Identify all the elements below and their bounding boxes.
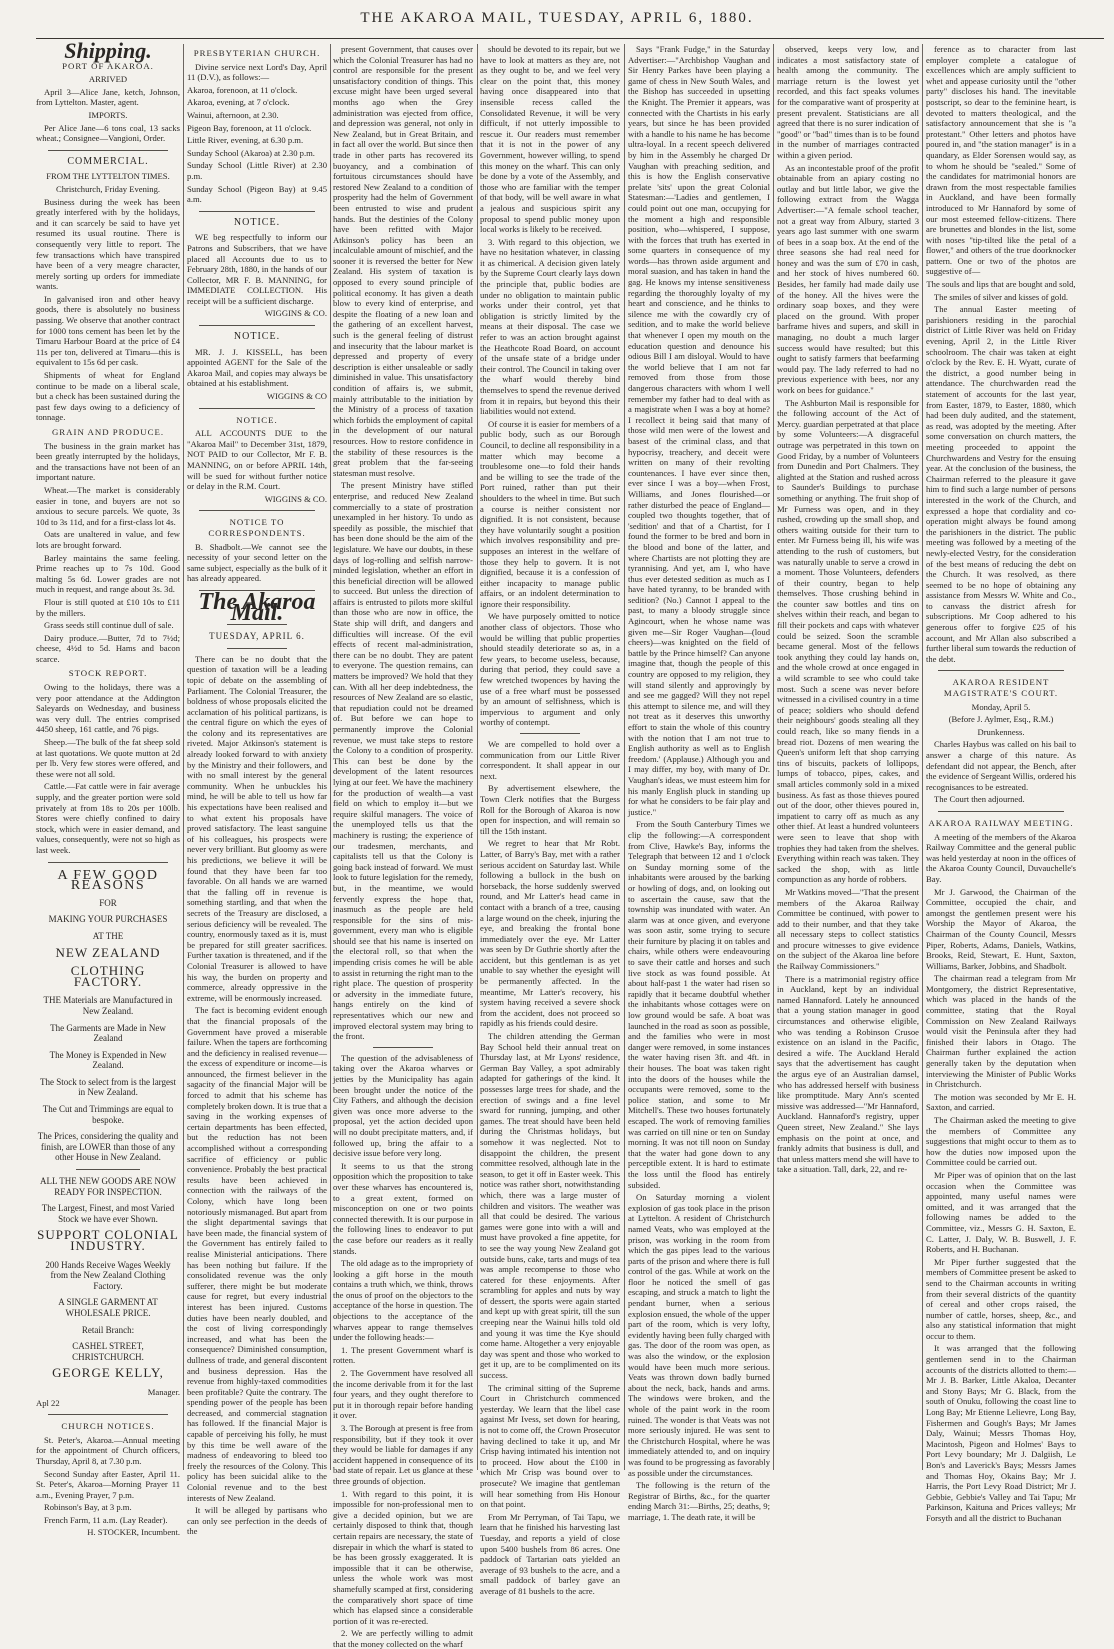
- church-text: St. Peter's, Akaroa.—Annual meeting for the appointment of Church officers, Thursday, April 8, at 7.30 p.m.: [36, 1434, 180, 1466]
- advert-factory: CLOTHING FACTORY.: [70, 963, 146, 989]
- leader-text: It will be alleged by partisans who can only see perfection in the deeds of the: [187, 1505, 327, 1537]
- column-rule: [477, 44, 478, 1470]
- advert-date: Apl 22: [36, 1397, 60, 1408]
- grain-text: Grass seeds still continue dull of sale.: [44, 620, 174, 631]
- court-subheading: Drunkenness.: [977, 726, 1025, 737]
- commercial-dateline: Christchurch, Friday Evening.: [55, 183, 161, 194]
- advert-reason: The Cut and Trimmings are equal to bespoke.: [42, 1104, 174, 1125]
- grain-text: Barley maintains the same feeling. Prime reaches up to 7s 10d. Good malting 5s 6d. Lower grades are not much in request, and range about 3s. 3d.: [36, 552, 180, 595]
- column-6: [777, 44, 919, 1470]
- divider: [938, 811, 1064, 812]
- divider: [48, 1414, 168, 1415]
- advert-reason: ALL THE NEW GOODS ARE NOW READY FOR INSPECTION.: [39, 1176, 177, 1197]
- commercial-source: FROM THE LYTTELTON TIMES.: [46, 171, 170, 182]
- grain-heading: GRAIN AND PRODUCE.: [51, 427, 165, 437]
- news-item: The Ashburton Mail is responsible for the following account of the Act of Mercy. guardian perpetrated at that place by some Volunteers:—A disgraceful outrage was perpetrated in this town on Good Friday, by a number of Volunteers from Dunedin and Port Chalmers. They alighted at the Station and rushed across to Saunder's Buildings to purchase something or anything. The fruit shop of Mr Furness was open, and in they rushed, crowding up the small shop, and others waiting outside for their turn to enter. Mr Furness being ill, his wife was attending to the rush of customers, but was naturally unable to serve a crowd in a moment. Those Volunteers, defenders of their country, began to help themselves. Those crushing behind in the counter saw bottles and tins on shelves within their reach, and began to fill their pockets and caps with whatever could be seized. Soon the scramble became general. Most of the fellows took anything they could lay hands on, and the whole crowd at once engaged in a wild scramble to see who could take most. Such a scene was never before witnessed in a civilised country in a time of peace; soldiers who should defend their neighbours' goods stealing all they could reach, like so many fiends in a bread riot. Dozens of men wearing the Queen's uniform left that shop carrying tins of biscuits, packets of lollipops, lumps of tobacco, pipes, cakes, and small articles commonly sold in a mixed business. As fast as those thieves poured out of the door, other thieves poured in, impatient to carry off as much as any other thief. At least a hundred volunteers were seen to leave that shop with trophies they had taken from the shelves. Everything within reach was taken. They sacked the shop, with as little compunction as any horde of robbers.: [777, 397, 919, 885]
- advert-line: FOR: [99, 897, 117, 908]
- notice-signature: WIGGINS & CO.: [264, 308, 327, 319]
- article-text: present Government, that causes over which the Colonial Treasurer has had no control are responsible for the present unsatisfactory condition of things. This excuse might have been urged several months ago when the Grey administration was ejected from office, and depression was general, not only in New Zealand, but in Great Britain, and in fact all over the world. But since then trade in other parts has recovered its buoyancy, and a combination of fortuitous circumstances should have restored New Zealand to a condition of prosperity had the helm of Government been entrusted to wise and prudent hands. But the destinies of the Colony have been refitted with Major Atkinson's policy has been an incalculable amount of mischief, and the sooner it is reversed the better for New Zealand. His system of taxation is opposed to every sound principle of political economy. It has given a death blow to every kind of enterprise, and despite the floating of a new loan and the gathering of an excellent harvest, such is the general feeling of distrust and insecurity that the labour market is depressed and property of every description is either unsaleable or sadly diminished in value. This unsatisfactory condition of affairs is, we submit, mainly attributable to the initiation by the Ministry of a process of taxation which forbids the employment of capital in the development of our natural resources. How to restore confidence in the stability of these resources is the great problem that the far-seeing statesman must resolve.: [333, 44, 473, 478]
- grain-text: Wheat.—The market is considerably easier in tone, and buyers are not so anxious to secure parcels. We quote, 3s 10d to 3s 11d, and for a first-class lot 4s.: [36, 484, 180, 527]
- advert-nz: NEW ZEALAND: [55, 944, 161, 960]
- presbyterian-line: Sunday School (Pigeon Bay) at 9.45 a.m.: [187, 183, 327, 205]
- divider: [199, 510, 315, 511]
- commercial-text: Business during the week has been greatly interfered with by the holidays, and it can scarcely be said to have yet resumed its usual routine. There is consequently very little to report. The few transactions which have transpired have been of a very meagre character, merely sorting up orders for immediate wants.: [36, 196, 180, 292]
- article-text: should be devoted to its repair, but we have to look at matters as they are, not as they ought to be, and we feel very clear on the point that, this money having once disappeared into that insensible recess called the Consolidated Revenue, it will be very difficult, if not utterly impossible to rescue it. Our readers must remember that it is not in the power of any Government, however willing, to spend this money on the wharf. This can only be done by a vote of the Assembly, and those who are familiar with the temper of that body, will be well aware in what a jealous and suspicious spirit any proposal to spend public money upon local works is likely to be received.: [480, 44, 620, 235]
- correspondents-text: B. Shadbolt.—We cannot see the necessity of your second letter on the same subject, especially as the bulk of it has already appeared.: [187, 541, 327, 584]
- article-text: 2. The Government have resolved all the income derivable from it for the last four years, and they ought therefore to put it in thorough repair before handing it over.: [333, 1368, 473, 1421]
- stock-text: Cattle.—Fat cattle were in fair average supply, and the greater portion were sold privately at from 18s to 20s per 100lb. Stores were chiefly confined to dairy stock, which were in easier demand, and values, consequently, were not so high as last week.: [36, 781, 180, 855]
- divider: [199, 408, 315, 409]
- news-item: As an incontestable proof of the profit obtainable from an apiary costing no outlay and but little labor, we give the following extract from the Wagga Advertiser:—"A female school teacher, not a great way from Albury, started 3 years ago last summer with one swarm of bees in a soap box. At the end of the three seasons she had real need for honey and was the sum of £70 in cash, and her stock of hives numbered 60. Besides, her family had made daily use of the honey. All the hives were the ordinary soap boxes, and they were placed on the ground. With proper barframe hives and supers, and skill in managing, no doubt a much larger success would have resulted; but this ought to satisfy farmers that beefarming would pay. The lady referred to had no previous experience with bees, nor any work on bees for guidance.": [777, 162, 919, 395]
- article-text: The present Ministry have stifled enterprise, and reduced New Zealand commercially to a state of prostration unexampled in her history. To undo as speedily as possible, the mischief that has been done should be the aim of the legislature. We have our doubts, in these days of log-rolling and selfish narrow-minded legislation, whether an effort in this beneficial direction will be allowed to succeed. But unless the direction of affairs is entrusted to pilots more skilful than those who are now in office, the State ship will drift, and dangers and difficulties will increase. Of the evil effects of recent mal-administration, there can be no doubt. They are patent to everyone. The question remains, can matters be improved? We hold that they can. With all her deep indebtedness, the resources of New Zealand are so elastic, that repudiation could not be dreamed of. But before we can hope to permanently improve the Colonial revenue, we must take steps to restore the Colony to a condition of prosperity. This can best be done by the development of the latent resources lying at our feet. We have the machinery for the production of wealth—a vast field on which to employ it—but we require skilful managers. The voice of the unemployed tells us that the machinery is rusting; the experience of our tradesmen, merchants, and capitalists tell us that the Colony is going back instead of forward. We must look to future legislation for the remedy, but, in the meantime, we would fervently express the hope that, inasmuch as the people are held responsible for the sins of mis-government, every man who is eligible should see that his name is inserted on the electoral roll, so that when the impending crisis comes he will be able to assist in returning the right man to the right place. The question of prosperity or adversity in the immediate future, hangs entirely on the kind of representatives which our new and improved electoral system may bring to the front.: [333, 480, 473, 1042]
- news-item: On Saturday morning a violent explosion of gas took place in the prison at Lyttelton. A resident of Christchurch named Veats, who was employed at the prison, was working in the room from which the gas pipes lead to the various parts of the prison and where there is full control of the gas. While at work on the floor he noticed the smell of gas escaping, and struck a match to light the pendant burner, when a serious explosion ensued, the whole of the upper part of the room, which is very lofty, evidently having been fully charged with gas. The door of the room was open, as was also the window, or the explosion would have been much more serious. Veats was thrown down badly burned about the neck, back, hands and arms. The windows were broken, and the whole of the paint work in the room ruined. The wonder is that Veats was not more seriously injured. He was sent to the Christchurch Hospital, where he was immediately attended to, and on inquiry was found to be progressing as favorably as possible under the circumstances.: [628, 1192, 770, 1478]
- imports-heading: IMPORTS.: [88, 109, 128, 120]
- column-rule: [922, 44, 923, 1470]
- advert-reason: The Money is Expended in New Zealand.: [49, 1049, 167, 1071]
- presbyterian-line: Little River, evening, at 6.30 p.m.: [187, 135, 304, 146]
- column-5: [628, 44, 770, 1522]
- court-date: Monday, April 5.: [971, 701, 1031, 712]
- news-item: From the South Canterbury Times we clip the following:—A correspondent from Clive, Hawke's Bay, informs the Telegraph that between 12 and 1 o'clock on Sunday morning some of the inhabitants were aroused by the barking or howling of dogs, and, on looking out to ascertain the cause, saw that the township was inundated with water. An alarm was at once given, and everyone was soon astir, some trying to secure their furniture by placing it on tables and chairs, while others were endeavouring to save their cattle and horses and such live stock as was found possible. At about half-past 1 the water had risen so rapidly that it became doubtful whether the inhabitants whose cottages were on low ground would be safe. A boat was launched in the road as soon as possible, and the families who were in most danger were removed, in some instances the water having risen 3ft. and 4ft. in their houses. The boat was taken right into the doors of the houses while the occupants were removed, some to the police station, and some to Mr Mitchell's. These two houses fortunately escaped. The work of removing families was carried on till nine or ten on Sunday morning. It was not till noon on Sunday that the water had gone down to any perceptible extent. It is hard to estimate the loss until the flood has entirely subsided.: [628, 819, 770, 1190]
- railway-text: Mr Piper was of opinion that on the last occasion when the Committee was appointed, many useful names were omitted, and it was arranged that the following names be added to the Committee, viz., Messrs G. H. Saxton, E. C. Latter, J. Daly, W. B. Buswell, J. F. Roberts, and H. Buchanan.: [926, 1169, 1076, 1255]
- advert-reason: The Prices, considering the quality and finish, are LOWER than those of any other House in New Zealand.: [37, 1131, 179, 1163]
- news-item: Says "Frank Fudge," in the Saturday Advertiser:—"Archbishop Vaughan and Sir Henry Parkes have been playing a game of chess in New South Wales, and the Bishop has succeeded in upsetting the Knight. The Premier it appears, was connected with the Chartists in his early years, but since he has been provided with a handle to his name he has become ultra-loyal. In a recent speech delivered by him in the Assembly he charged Dr Vaughan with preaching sedition, and this is how the English conservative prelate 'sits' upon the great Colonial Statesman:—'Ladies and gentlemen, I could point out one man, occupying for the moment a high and responsible position, who—whispered, I suppose, with the forces that truth has exerted in some quarters in consequence of my words—has thrown aside argument and moral suasion, and has taken in hand the gag. He knows my intense sensitiveness regarding the thoroughly loyalty of my heart and conscience, and he thinks to silence me with the cowardly cry of sedition, and to make the world believe that whenever I open my mouth on the education question and denounce his odious Bill I am disloyal. Would to have the world believe that I am not far removed from those from those dangerous characters with whom I well remember my father had to deal with as a magistrate when I was a boy at home? I recollect it being said that many of those wild men were of the lowest and basest of the criminal class, and that hypocrisy, treachery, and deceit were written on many of their revolting countenances. I have ever since then, ever since I was a boy—when Frost, Williams, and Jones flourished—or rather disturbed the peace of England—coupled two thoughts together, that of 'sedition' and that of a Chartist, for I found the former to be bred and born in the blood and bone of the latter, and where Chartists are not plotting they are tyrannising. And yet, am I, who have thus ever detested sedition as much as I have hated tyranny, to be branded with sedition? (No.) Cannot I appeal to the past, to many a bloody struggle since Agincourt, when he whose name was given me—Sir Roger Vaughan—(loud cheers)—was knighted on the field of battle by the Prince himself? Can anyone imagine that, though the people of this country are opposed to my religion, they will stand silently and approvingly by and see me gagged? Will they not repel this attempt to silence me, and will they not treat as it deserves this unworthy effort to stain the whole of this country with the notion that I am not true to English authority as well as to English freedom.' (Applause.) Although you and I may differ, my boy, with many of Dr. Vaughan's ideas, we must esteem him for his manly English pluck in standing up for what he considers to be fair play and justice.": [628, 44, 770, 817]
- advert-reason: THE Materials are Manufactured in New Zealand.: [43, 995, 173, 1016]
- commercial-text: In galvanised iron and other heavy goods, there is absolutely no business passing. We observe that another contract for 1000 tons cement has been let by the Timaru Harbour Board at the price of £4 11s per ton, delivered at Timaru—this is equivalent to 15s 6d per cask.: [36, 293, 180, 368]
- railway-text: Mr J. Garwood, the Chairman of the Committee, occupied the chair, and amongst the gentlemen present were his Worship the Mayor of Akaroa, the Chairman of the County Council, Messrs Piper, Roberts, Adams, Daniels, Watkins, Brooks, Reid, Stewart, E. Hunt, Saxton, Williams, Barker, Jobbins, and Shadbolt.: [926, 886, 1076, 971]
- notice-heading: NOTICE.: [236, 414, 278, 425]
- advert-title: A FEW GOOD REASONS: [57, 867, 159, 894]
- news-item: From Mr Perryman, of Tai Tapu, we learn that he finished his harvesting last Tuesday, and reports a yield of close upon 5400 bushels from 86 acres. One paddock of Tartarian oats yielded an average of 93 bushels to the acre, and a small paddock of barley gave an average of 81 bushels to the acre.: [480, 1511, 620, 1596]
- advert-street: CASHEL STREET, CHRISTCHURCH.: [72, 1341, 144, 1362]
- court-text: The Court then adjourned.: [934, 794, 1025, 805]
- notice-signature: WIGGINS & CO: [266, 391, 327, 402]
- divider: [199, 211, 315, 212]
- verse-line: The smiles of silver and kisses of gold.: [933, 291, 1069, 302]
- leader-text: The fact is becoming evident enough that the financial proposals of the Government have proved a miserable failure. When the tapers are forthcoming and the deficiency in realised revenue—the excess of expenditure or income—is announced, the firmest believer in the sagacity of the financial Major will be forced to admit that his scheme has completely broken down. It is true that a saving in the working expenses of certain departments has been effected, but the reduction has not been accomplished without a corresponding sacrifice of efficiency or public convenience. Probably the best practical results have been achieved in connection with the railways of the Colony, which have long been notoriously mismanaged. But apart from the slight departmental savings that have been made, the financial system of the Government has entirely failed to realise Ministerial anticipations. There has been nothing but failure. If the consolidated revenue was the only sufferer, there might be but moderate cause for regret, but every industrial interest has been injured. Customs duties have been nearly doubled, and the cost of living correspondingly increased, and what has been the consequence? Diminished consumption, dullness of trade, and general discontent and business depression. Has the revenue from highly-taxed commodities been profitable? Quite the contrary. The spending power of the people has been decreased, and commercial stagnation has followed. If the financial Major is capable of perceiving his folly, he must by this time be well aware of the madness of endeavoring to bleed too freely the resources of the Colony. This policy has been suicidal alike to the Colonial revenue and to the best interests of New Zealand.: [187, 1005, 327, 1503]
- article-text: 3. With regard to this objection, we have no hesitation whatever, in classing it as chimerical. A decision given lately by the Supreme Court clearly lays down the principle that, public bodies are under no obligation to maintain public works under their control, yet that obligation is strictly limited by the means at their disposal. The case we refer to was an action brought against the Heathcote Road Board, on account of the unsafe state of a bridge under their control. The Council in taking over the wharf would thereby bind themselves to spend the revenue derived from it in repairs, but beyond this their liabilities would not extend.: [480, 236, 620, 417]
- presbyterian-line: Akaroa, evening, at 7 o'clock.: [187, 97, 290, 108]
- church-text: Robinson's Bay, at 3 p.m.: [44, 1502, 132, 1513]
- advert-line: MAKING YOUR PURCHASES: [48, 914, 168, 925]
- grain-text: The business in the grain market has been greatly interrupted by the holidays, and the transactions have not been of an important nature.: [36, 440, 180, 483]
- notice-text: MR. J. J. KISSELL, has been appointed AGENT for the Sale of the Akaroa Mail, and copies may always be obtained at his establishment.: [187, 346, 327, 389]
- presbyterian-line: Wainui, afternoon, at 2.30.: [187, 109, 279, 120]
- divider: [373, 1047, 433, 1048]
- notice-heading: NOTICE.: [233, 331, 281, 343]
- issue-date: TUESDAY, APRIL 6.: [209, 631, 305, 642]
- shipping-heading: Shipping.: [64, 38, 152, 63]
- column-1: [36, 38, 180, 1538]
- arrived-text: April 3—Alice Jane, ketch, Johnson, from Lyttelton. Master, agent.: [36, 86, 180, 108]
- article-text: 1. With regard to this point, it is impossible for non-professional men to give a decided opinion, but we are certainly disposed to think that, though certain repairs are necessary, the state of disrepair in which the wharf is stated to be has been grossly exaggerated. It is impossible that it can be otherwise, unless the whole work was most shamefully scamped at first, considering the comparatively short space of time which has elapsed since a considerable portion of it was re-erected.: [333, 1488, 473, 1626]
- news-item: We regret to hear that Mr Robt. Latter, of Barry's Bay, met with a rather serious accident on Saturday last. While following a bullock in the bush on horseback, the horse suddenly swerved round, and Mr Latter's head came in contact with a branch of a tree, causing a large wound on the cheek, injuring the eye, and breaking the frontal bone immediately over the eye. Mr Latter was seen by Dr Guthrie shortly after the accident, but this gentleman is as yet unable to say whether the eyesight will be permanently affected. In the meantime, Mr Latter's recovery, his system having received a severe shock from the accident, does not proceed so rapidly as his friends could desire.: [480, 838, 620, 1029]
- notice-text: WE beg respectfully to inform our Patrons and Subscribers, that we have placed all Accounts due to us to February 28th, 1880, in the hands of our Collector, MR F. B. MANNING, for IMMEDIATE COLLECTION. His receipt will be a sufficient discharge.: [187, 232, 327, 306]
- notice-signature: WIGGINS & CO.: [264, 493, 327, 504]
- commercial-heading: COMMERCIAL.: [67, 155, 149, 167]
- divider: [48, 150, 168, 151]
- article-text: 1. The present Government wharf is rotten.: [333, 1344, 473, 1366]
- advert-manager: Manager.: [147, 1386, 180, 1397]
- presbyterian-line: Sunday School (Little River) at 2.30 p.m.: [187, 160, 327, 181]
- imports-text: Per Alice Jane—6 tons coal, 13 sacks wheat.; Consignee—Vangioni, Order.: [36, 122, 180, 144]
- article-text: 3. The Borough at present is free from responsibility, but if they took it over they would be liable for damages if any accident happened in consequence of its bad state of repair. Let us glance at these three grounds of objection.: [333, 1423, 473, 1486]
- advert-support: SUPPORT COLONIAL INDUSTRY.: [37, 1227, 179, 1253]
- stock-heading: STOCK REPORT.: [68, 668, 148, 679]
- column-2: [187, 44, 327, 1537]
- notice-heading: NOTICE.: [233, 216, 281, 228]
- railway-text: Mr Piper further suggested that the members of Committee present be asked to send to the Chairman accounts in writing from their several districts of the quantity of cereal and other crops raised, the number of cattle, horses, sheep, &c., and also any statistical information that might occur to them.: [926, 1256, 1076, 1341]
- presbyterian-text: Divine service next Lord's Day, April 11 (D.V.), as follows:—: [187, 61, 327, 83]
- advert-reason: The Stock to select from is the largest in New Zealand.: [39, 1076, 177, 1098]
- railway-text: The motion was seconded by Mr E. H. Saxton, and carried.: [926, 1091, 1076, 1113]
- news-item: Mr Watkins moved—"That the present members of the Akaroa Railway Committee be continued, with power to add to their number, and that they take all necessary steps to collect statistics and procure witnesses to give evidence on the subject of the Akaroa line before the Railway Commissioners.": [777, 886, 919, 972]
- grain-text: Oats are unaltered in value, and few lots are brought forward.: [36, 529, 180, 550]
- article-text: The old adage as to the impropriety of looking a gift horse in the mouth contains a truth which, we think, throws the onus of proof on the objectors to the acceptance of the horse in question. The objections to the acceptance of the wharves appear to range themselves under the following heads:—: [333, 1258, 473, 1343]
- news-item: The following is the return of the Registrar of Births, &c., for the quarter ending March 31:—Births, 25; deaths, 9; marriage, 1. The death rate, it will be: [628, 1480, 770, 1522]
- news-item: observed, keeps very low, and indicates a most satisfactory state of health among the community. The marriage return is the lowest yet recorded, and this fact speaks volumes for the comparative want of prosperity at present prevalent. Statisticians are all agreed that there is no surer indication of "good" or "bad" times than is to be found in the number of marriages contracted within a given period.: [777, 44, 919, 160]
- divider: [227, 648, 287, 649]
- news-item: ference as to character from last employer complete a catalogue of excellences which are amply sufficient to whet and appease curiosity until the "other party" discloses his hand. The inevitable postscript, so dear to the feminine heart, is devoted to matters theological, and the satisfactory announcement that she is "a protestant." Other letters and photos have poured in, and "the station manager" is in a quandary, as Elder Sorensen would say, as to whom he should be "sealed." Some of the candidates for matrimonial honors are drawn from the most respectable families in Auckland, and have been formally introduced to Mr Hannaford by some of our most esteemed fellow-citizens. There are brunettes and blondes in the list, some with noses "tip-tilted like the petal of a flower," and others of the true doorknocker pattern. One or two of the photos are suggestive of—: [926, 44, 1076, 277]
- article-text: 2. We are perfectly willing to admit that the money collected on the wharf: [333, 1628, 473, 1649]
- column-rule: [773, 44, 774, 1470]
- church-signature: H. STOCKER, Incumbent.: [87, 1527, 180, 1538]
- divider: [76, 1169, 140, 1170]
- advert-hands: 200 Hands Receive Wages Weekly from the New Zealand Clothing Factory.: [45, 1259, 171, 1291]
- masthead-rule: [36, 38, 1104, 39]
- divider: [520, 733, 580, 734]
- advert-single: A SINGLE GARMENT AT WHOLESALE PRICE.: [58, 1297, 158, 1318]
- column-4: [480, 44, 620, 1596]
- notice-text: ALL ACCOUNTS DUE to the "Akaroa Mail" to December 31st, 1879, NOT PAID to our Collector, Mr F. B. MANNING, on or before APRIL 14th, will be sued for without further notice or delay in the R.M. Court.: [187, 428, 327, 492]
- column-rule: [183, 44, 184, 1470]
- column-3: [333, 44, 473, 1649]
- column-rule: [624, 44, 625, 1470]
- article-text: Of course it is easier for members of a public body, such as our Borough Council, to decline all responsibility in a matter which may become a troublesome one—to fold their hands and be willing to see the trade of the Port ruined, rather than put their shoulders to the wheel in time. But such a course is neither consistent nor dignified. It is not consistent, because they have voluntarily sought a position which involves responsibility and pre-supposes an interest in the welfare of those they help to govern. It is not dignified, because it is a confession of either incapacity to manage public affairs, or an indolent determination to ignore their responsibility.: [480, 418, 620, 609]
- article-text: The question of the advisableness of taking over the Akaroa wharves or jetties by the Municipality has again been brought under the notice of the City Fathers, and although the decision given was once more adverse to the proposal, yet the action decided upon will no doubt precipitate matters, and, if followed up, bring the affair to a decisive issue before very long.: [333, 1052, 473, 1159]
- arrived-heading: ARRIVED: [88, 74, 128, 85]
- church-text: Second Sunday after Easter, April 11. St. Peter's, Akaroa—Morning Prayer 11 a.m., Evening Prayer, 7 p.m.: [36, 1468, 180, 1500]
- stock-text: Owing to the holidays, there was a very poor attendance at the Addington Saleyards on Wednesday, and business was very dull. The entries comprised 4450 sheep, 161 cattle, and 76 pigs.: [36, 682, 180, 735]
- court-bench: (Before J. Aylmer, Esq., R.M.): [948, 714, 1054, 725]
- advert-retail: Retail Branch:: [81, 1324, 135, 1335]
- church-heading: CHURCH NOTICES.: [61, 1421, 155, 1432]
- news-item: We are compelled to hold over a communication from our Little River correspondent. It shall appear in our next.: [480, 739, 620, 781]
- article-text: It seems to us that the strong opposition which the proposition to take over these wharves has encountered is, to a great extent, formed on misconception on one or two points connected therewith. It is our purpose in the following lines to endeavor to put the case before our readers as it really stands.: [333, 1160, 473, 1256]
- news-item: By advertisement elsewhere, the Town Clerk notifies that the Burgess Roll for the Borough of Akaroa is now open for inspection, and will remain so till the 15th instant.: [480, 783, 620, 836]
- church-text: French Farm, 11 a.m. (Lay Reader).: [44, 1514, 168, 1525]
- news-item: The annual Easter meeting of parishioners residing in the parochial district of Little River was held on Friday evening, April 2, in the Little River schoolroom. The chair was taken at eight o'clock by the Rev. E. H. Wyatt, curate of the district, a good number being in attendance. The churchwarden read the statement of accounts for the last year, from Easter, 1879, to Easter, 1880, which had been duly audited, and the statement, as read, was adopted by the meeting. After some conversation on church matters, the meeting proceeded to appoint the Churchwardens and Vestry for the ensuing year. At the conclusion of the business, the Chairman referred to the pleasure it gave him to find such a large number of persons interested in the work of the Church, and expressed a hope that cordiality and co-operation might always be found among the parishioners in the district. The public meeting was followed by a meeting of the newly-elected Vestry, for the consideration of the best means of reducing the debt on the Church. It was resolved, as there seemed to be no hope of obtaining any assistance from Messrs W. White and Co., to canvass the district afresh for subscriptions. Mr Coop adhered to his generous offer to forgive £25 of his account, and Mr Allan also subscribed a further liberal sum towards the reduction of the debt.: [926, 304, 1076, 664]
- divider: [48, 862, 168, 863]
- leader-text: There can be no doubt that the question of taxation will be a leading topic of debate on the assembling of Parliament. The Colonial Treasurer, the boldness of whose proposals elicited the acclamation of his political partizans, is the central figure on which the eyes of the colony and its representatives are riveted. Major Atkinson's statement is already looked forward to with anxiety by the Ministry and their followers, and with no small interest by the general community. When he unbuckles his mind, he will be able to tell us how far his expectations have been realised and to what extent his proposals have proved satisfactory. The least sanguine of his colleagues, his prospects were never very brilliant. But gloomy as were his predictions, we believe it will be found that they have been far too favorable. On all hands we are warned that the falling off in revenue is something startling, and that when the secrets of the Treasury are disclosed, a serious deficiency will be revealed. The country, enormously taxed as it is, must be prepared for still greater sacrifices. Further taxation is threatened, and if the Colonial Treasurer is allowed to have his way, the burden on property and commerce, already oppressive in the extreme, will be enormously increased.: [187, 653, 327, 1003]
- advert-manager-name: GEORGE KELLY,: [52, 1365, 164, 1381]
- grain-text: Dairy produce.—Butter, 7d to 7½d; cheese, 4½d to 5d. Hams and bacon scarce.: [36, 632, 180, 664]
- divider: [938, 670, 1064, 671]
- divider: [199, 325, 315, 326]
- advert-reason: The Largest, Finest, and most Varied Stock we have ever Shown.: [41, 1203, 175, 1224]
- news-item: The criminal sitting of the Supreme Court in Christchurch commenced yesterday. We learn that the libel case against Mr Ivess, set down for hearing, is not to come off, the Crown Prosecutor having declined to take it up, and Mr Crisp having intimated his intention not to proceed. How about the £100 in which Mr Crisp was bound over to prosecute? We imagine that gentleman will hear something from His Honour on that point.: [480, 1382, 620, 1510]
- railway-text: The Chairman asked the meeting to give the members of Committee any suggestions that might occur to them as to how the duties now imposed upon the Committee could be carried out.: [926, 1115, 1076, 1168]
- port-heading: PORT OF AKAROA.: [62, 60, 154, 71]
- column-7: [926, 44, 1076, 1523]
- court-heading: AKAROA RESIDENT MAGISTRATE'S COURT.: [943, 677, 1059, 699]
- railway-text: A meeting of the members of the Akaroa Railway Committee and the general public was held yesterday at noon in the offices of the Akaroa County Council, Duvauchelle's Bay.: [926, 831, 1076, 884]
- masthead: THE AKAROA MAIL, TUESDAY, APRIL 6, 1880.: [360, 10, 754, 26]
- railway-text: It was arranged that the following gentlemen send in to the Chairman accounts of the districts allotted to them:—Mr J. B. Barker, Little Akaloa, Decanter and Stony Bays; Mr G. Black, from the south of Onuku, following the coast line to Long Bay; Mr Etienne Lelievre, Long Bay, Fishermen and Gough's Bays; Mr James Daly, Wainui; Messrs Thomas Hoy, Macintosh, Pigeon and Holmes' Bays to Port Levy boundary; Mr J. Dalgiish, Le Bon's and Laverick's Bays; Messrs James and Thomas Hoy, Okains Bay; Mr J. Harris, the Port Levy Road District; Mr J. Gebbie, Gebbie's Valley and Tai Tapu; Mr Parkinson, Kaituna and Prices valleys; Mr Forsyth and all the district to Buchanan: [926, 1343, 1076, 1523]
- news-item: There is a matrimonial registry office in Auckland, kept by an individual named Hannaford. Lately he announced that a young station manager in good circumstances and otherwise eligible, who was tending a Robinson Crusoe existence on an island in the Pacific, desired a wife. The Auckland Herald says that the advertisement has caught the argus eye of an Australian damsel, who has addressed herself with business like promptitude. Mary Ann's scented missive was addressed—"Mr Hannaford, Auckland. Hannaford's registry, upper Queen street, New Zealand." She lays emphasis on the point at once, and frankly admits that business is dull, and that unless matters mend she will have to take a situation. Tall, dark, 22, and re-: [777, 973, 919, 1175]
- presbyterian-line: Sunday School (Akaroa) at 2.30 p.m.: [187, 147, 315, 158]
- grain-text: Flour is still quoted at £10 10s to £11 by the millers.: [36, 596, 180, 618]
- advert-line: AT THE: [92, 930, 124, 941]
- railway-heading: AKAROA RAILWAY MEETING.: [928, 817, 1074, 828]
- court-text: Charles Haybus was called on his bail to answer a charge of this nature. As defendant did not appear, the Bench, after the evidence of Sergeant Willis, ordered his recognisances to be estreated.: [926, 739, 1076, 792]
- column-rule: [330, 44, 331, 1470]
- presbyterian-line: Akaroa, forenoon, at 11 o'clock.: [187, 84, 298, 95]
- news-item: The children attending the German Bay School held their annual treat on Thursday last, at Mr Lyons' residence, German Bay Valley, a spot admirably adapted for gatherings of the kind. It possesses large trees for shade, and the erection of swings and a fine level sward for running, jumping, and other games. The treat should have been held during the Christmas holidays, but somehow it was neglected. Not to disappoint the children, the present committee resolved, although late in the season, to get it off in Easter week. This notice was rather short, notwithstanding which, there was a large muster of children and visitors. The weather was all that could be desired. The various games were gone into with a will and must have provoked a fine appetite, for to see the way young New Zealand got outside buns, cake, tarts and mugs of tea was ample recompense to those who catered for these enjoyments. After scrambling for apples and nuts by way of dessert, the sports were again started and kept up with great spirit, till the sun creeping near the Wainui hills told old and young it was time the Kye should come hame. Altogether a very enjoyable day was spent and those who worked to get it up, are to be complimented on its success.: [480, 1031, 620, 1381]
- verse-line: The souls and lips that are bought and sold,: [926, 279, 1076, 290]
- presbyterian-heading: PRESBYTERIAN CHURCH.: [193, 48, 321, 58]
- commercial-text: Shipments of wheat for England continue to be made on a liberal scale, but a check has been sustained during the past few days owing to a deficiency of tonnage.: [36, 370, 180, 423]
- correspondents-heading: NOTICE TO CORRESPONDENTS.: [208, 517, 306, 538]
- stock-text: Sheep.—The bulk of the fat sheep sold at last quotations. We quote mutton at 2d per lb. Very few stores were offered, and these were not all sold.: [36, 737, 180, 779]
- railway-text: The chairman read a telegram from Mr Montgomery, the district Representative, which was placed in the hands of the committee, stating that the Royal Commission on New Zealand Railways would visit the Peninsula after they had finished their labors in Otago. The Chairman further explained the action generally taken by the deputation when interviewing the Minister of Public Works in Christchurch.: [926, 973, 1076, 1090]
- advert-reason: The Garments are Made in New Zealand: [50, 1022, 166, 1044]
- presbyterian-line: Pigeon Bay, forenoon, at 11 o'clock.: [187, 122, 312, 133]
- paper-title: The Akaroa Mail.: [198, 588, 316, 626]
- article-text: We have purposely omitted to notice another class of objectors. Those who would be willing that public properties should steadily deteriorate so as, in a few years, to become useless, because, during that period, they could save a few wretched twopences by having the use of a free wharf must be possessed by an amount of selfishness, which is impervious to argument and only worthy of contempt.: [480, 611, 620, 728]
